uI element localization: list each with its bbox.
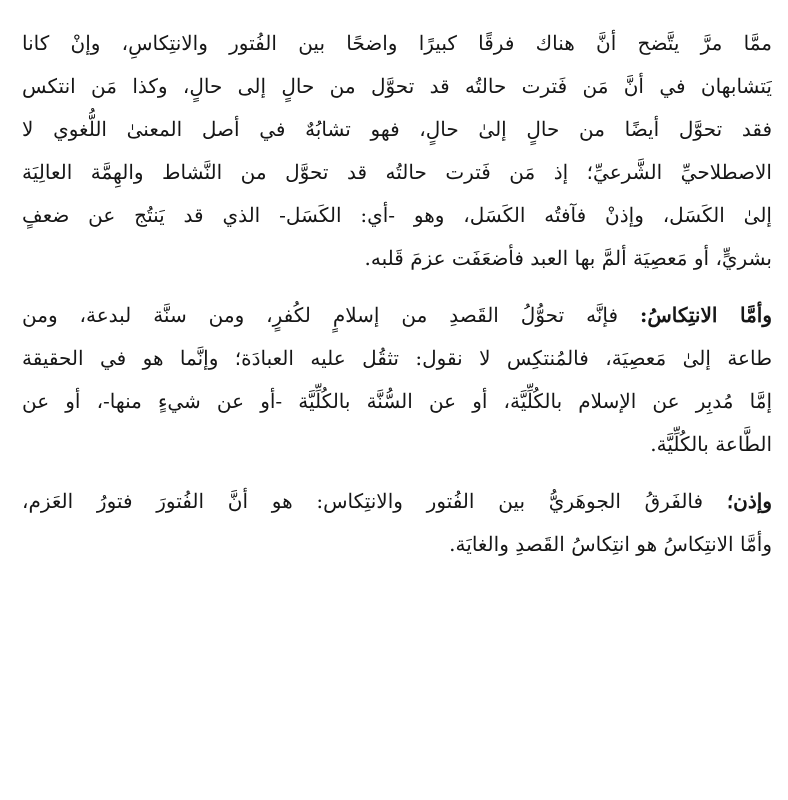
text-line: إمَّا مُدبِر عن الإسلام بالكُلِّيَّة، أو عن السُّنَّة بالكُلِّيَّة -أو عن شيءٍ منها-، أو عن (22, 389, 772, 413)
text-line: وأمَّا الانتِكاسُ هو انتِكاسُ القَصدِ والغايَة. (449, 532, 772, 556)
text-line-with-lead (22, 294, 772, 337)
paragraph-lead: وإذن؛ (726, 489, 772, 513)
text-line-with-lead (22, 480, 772, 523)
paragraph-2 (22, 294, 772, 466)
text-line-rest: فإنَّه تحوُّلُ القَصدِ من إسلامٍ لكُفرٍ، ومن سنَّة لبدعة، ومن (22, 303, 640, 327)
paragraph-1 (22, 22, 772, 280)
text-line-rest: فالفَرقُ الجوهَريُّ بين الفُتور والانتِكاس: هو أنَّ الفُتورَ فتورُ العَزم، (22, 489, 727, 513)
text-line: الاصطلاحيِّ الشَّرعيِّ؛ إذ مَن فَترت حالتُه قد تحوَّل من النَّشاط والهِمَّة العالِيَة (22, 160, 772, 184)
text-line: ممَّا مرَّ يتَّضح أنَّ هناك فرقًا كبيرًا واضحًا بين الفُتور والانتِكاسِ، وإنْ كانا (22, 31, 772, 55)
text-line: بشريٍّ، أو مَعصِيَة ألمَّ بها العبد فأضعَفَت عزمَ قَلبه. (364, 246, 772, 270)
text-line: فقد تحوَّل أيضًا من حالٍ إلىٰ حالٍ، فهو تشابُهٌ في أصل المعنىٰ اللُّغوي لا (22, 117, 772, 141)
paragraph-3 (22, 480, 772, 566)
paragraph-lead: وأمَّا الانتِكاسُ: (639, 303, 772, 327)
text-line: يَتشابهان في أنَّ مَن فَترت حالتُه قد تحوَّل من حالٍ إلى حالٍ، وكذا مَن انتكس (22, 74, 772, 98)
text-line: الطَّاعة بالكُلِّيَّة. (650, 432, 772, 456)
text-line: إلىٰ الكَسَل، وإذنْ فآفتُه الكَسَل، وهو -أي: الكَسَل- الذي قد يَنتُج عن ضعفٍ (22, 203, 772, 227)
text-line: طاعة إلىٰ مَعصِيَة، فالمُنتكِس لا نقول: تثقُل عليه العبادَة؛ وإنَّما هو في الحقيقة (22, 346, 772, 370)
